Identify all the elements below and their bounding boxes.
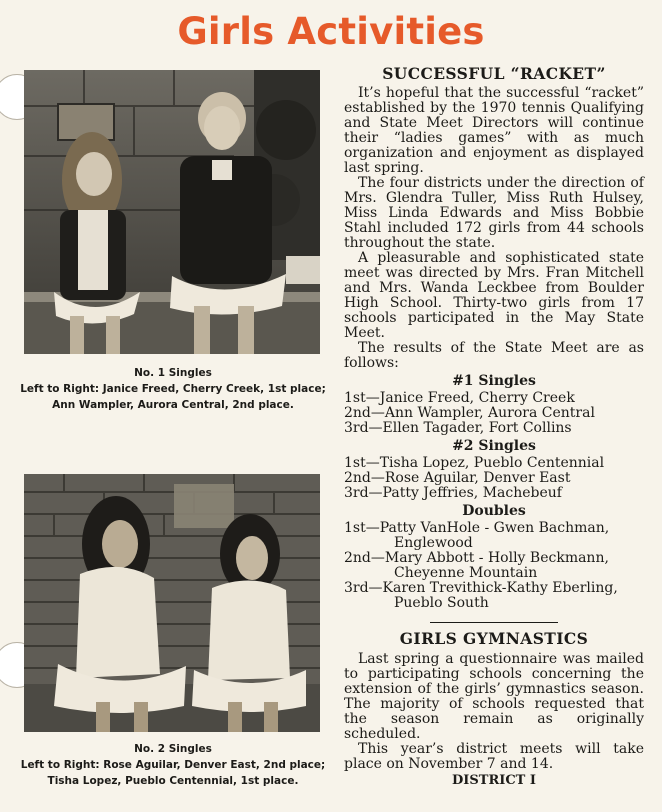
article-paragraph: A pleasurable and sophisticated state meet was directed by Mrs. Fran Mitchell and Mrs. Wanda Leckbee from Boulder High School. Thirty-two girls from 17 schools participated in the May State Meet.	[344, 250, 644, 341]
result-line: 3rd—Karen Trevithick-Kathy Eberling, Pueblo South	[344, 580, 618, 611]
district-subheading: DISTRICT I	[452, 773, 536, 788]
result-line: 2nd—Ann Wampler, Aurora Central	[344, 405, 595, 421]
results-subheading: Doubles	[462, 503, 526, 519]
photo-caption	[16, 741, 330, 789]
results-subheading: #1 Singles	[452, 373, 536, 389]
photo-no2-singles	[24, 474, 320, 732]
result-line: 3rd—Ellen Tagader, Fort Collins	[344, 420, 572, 436]
photo-no1-singles	[24, 70, 320, 354]
result-line: 1st—Patty VanHole - Gwen Bachman, Englewood	[344, 520, 610, 551]
caption-body: Left to Right: Janice Freed, Cherry Creek, 1st place; Ann Wampler, Aurora Central, 2nd place.	[20, 383, 326, 411]
results-list	[344, 521, 644, 611]
results-list	[344, 456, 644, 501]
caption-body: Left to Right: Rose Aguilar, Denver East, 2nd place; Tisha Lopez, Pueblo Centennial, 1st place.	[20, 759, 326, 787]
article-headline: GIRLS GYMNASTICS	[399, 629, 589, 648]
page-title: Girls Activities	[177, 10, 485, 53]
article-headline: SUCCESSFUL “RACKET”	[382, 64, 606, 83]
article-column	[344, 66, 644, 788]
results-subheading: #2 Singles	[452, 438, 536, 454]
results-list	[344, 391, 644, 436]
result-line: 2nd—Mary Abbott - Holly Beckmann, Cheyenne Mountain	[344, 550, 609, 581]
photo-caption	[16, 365, 330, 413]
article-paragraph: The results of the State Meet are as follows:	[344, 340, 644, 371]
caption-title: No. 2 Singles	[134, 743, 212, 755]
caption-title: No. 1 Singles	[134, 367, 212, 379]
article-paragraph: This year’s district meets will take place on November 7 and 14.	[344, 741, 644, 772]
result-line: 1st—Janice Freed, Cherry Creek	[344, 390, 575, 406]
article-paragraph: The four districts under the direction of Mrs. Glendra Tuller, Miss Ruth Hulsey, Miss Linda Edwards and Miss Bobbie Stahl included 172 girls from 44 schools throughout the state.	[344, 175, 644, 251]
section-divider	[430, 622, 558, 623]
article-paragraph: It’s hopeful that the successful “racket” established by the 1970 tennis Qualifying and State Meet Directors will continue their “ladies games” with as much organization and enjoyment as displayed last spring.	[344, 85, 644, 176]
result-line: 3rd—Patty Jeffries, Machebeuf	[344, 485, 562, 501]
article-paragraph: Last spring a questionnaire was mailed to participating schools concerning the extension of the girls’ gymnastics season. The majority of schools requested that the season remain as originally scheduled.	[344, 651, 644, 742]
result-line: 2nd—Rose Aguilar, Denver East	[344, 470, 571, 486]
result-line: 1st—Tisha Lopez, Pueblo Centennial	[344, 455, 605, 471]
